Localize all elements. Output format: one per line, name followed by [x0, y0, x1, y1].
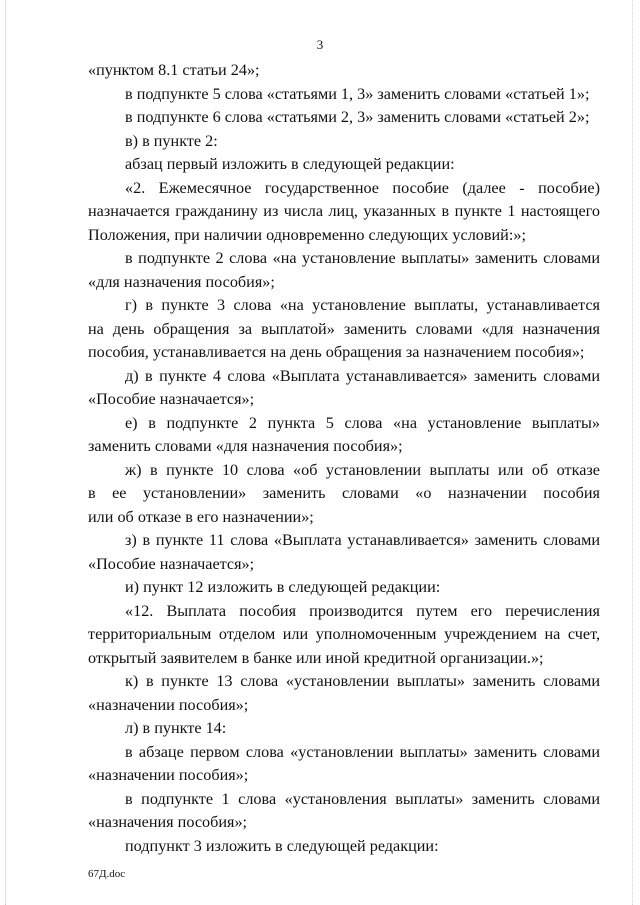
page-number: 3 [316, 37, 324, 52]
text-line: д) в пункте 4 слова «Выплата устанавливается» заменить словами [125, 366, 600, 385]
text-line: «назначении пособия»; [88, 695, 249, 714]
text-line: «назначении пособия»; [88, 766, 249, 784]
text-line: «пунктом 8.1 статьи 24»; [88, 61, 260, 79]
text-line: в) в пункте 2: [125, 131, 218, 150]
text-line: «назначения пособия»; [88, 813, 248, 831]
text-line: открытый заявителем в банке или иной кредитной организации.»; [88, 648, 544, 667]
text-line: «2. Ежемесячное государственное пособие (далее - пособие) [125, 178, 600, 197]
text-line: в подпункте 6 слова «статьями 2, 3» заменить словами «статьей 2»; [125, 108, 590, 126]
text-line: г) в пункте 3 слова «на установление выплаты, устанавливается [125, 296, 600, 314]
text-line: «12. Выплата пособия производится путем его перечисления [125, 601, 600, 620]
scan-edge-right [632, 0, 634, 905]
text-line: «для назначения пособия»; [88, 272, 275, 291]
text-line: в подпункте 1 слова «установления выплаты» заменить словами [125, 789, 600, 808]
text-line: назначается гражданину из числа лиц, указанных в пункте 1 настоящего [88, 202, 600, 220]
text-line: Положения, при наличии одновременно следующих условий:»; [88, 225, 526, 244]
text-line: территориальным отделом или уполномоченным учреждением на счет, [88, 625, 600, 643]
scan-edge-left [5, 0, 7, 905]
text-line: е) в подпункте 2 пункта 5 слова «на установление выплаты» [125, 413, 600, 432]
document-footer-filename: 67Д.doc [88, 868, 126, 880]
text-line: в ее установлении» заменить словами «о назначении пособия [88, 484, 600, 502]
text-line: абзац первый изложить в следующей редакции: [125, 155, 455, 173]
text-line: «Пособие назначается»; [88, 390, 255, 408]
text-line: в абзаце первом слова «установлении выплаты» заменить словами [125, 742, 600, 761]
text-line: и) пункт 12 изложить в следующей редакции: [125, 578, 441, 596]
text-line: на день обращения за выплатой» заменить словами «для назначения [88, 319, 600, 338]
text-line: заменить словами «для назначения пособия»; [88, 437, 403, 455]
text-line: ж) в пункте 10 слова «об установлении выплаты или об отказе [125, 460, 600, 479]
text-line: пособия, устанавливается на день обращения за назначением пособия»; [88, 343, 585, 361]
document-body [88, 59, 600, 858]
text-line: «Пособие назначается»; [88, 554, 255, 573]
text-line: в подпункте 2 слова «на установление выплаты» заменить словами [125, 249, 600, 267]
text-line: л) в пункте 14: [125, 719, 227, 737]
text-line: в подпункте 5 слова «статьями 1, 3» заменить словами «статьей 1»; [125, 84, 590, 103]
text-line: или об отказе в его назначении»; [88, 507, 314, 526]
text-line: подпункт 3 изложить в следующей редакции: [125, 836, 439, 855]
text-line: к) в пункте 13 слова «установлении выплаты» заменить словами [125, 672, 600, 690]
text-line: з) в пункте 11 слова «Выплата устанавливается» заменить словами [125, 531, 600, 549]
